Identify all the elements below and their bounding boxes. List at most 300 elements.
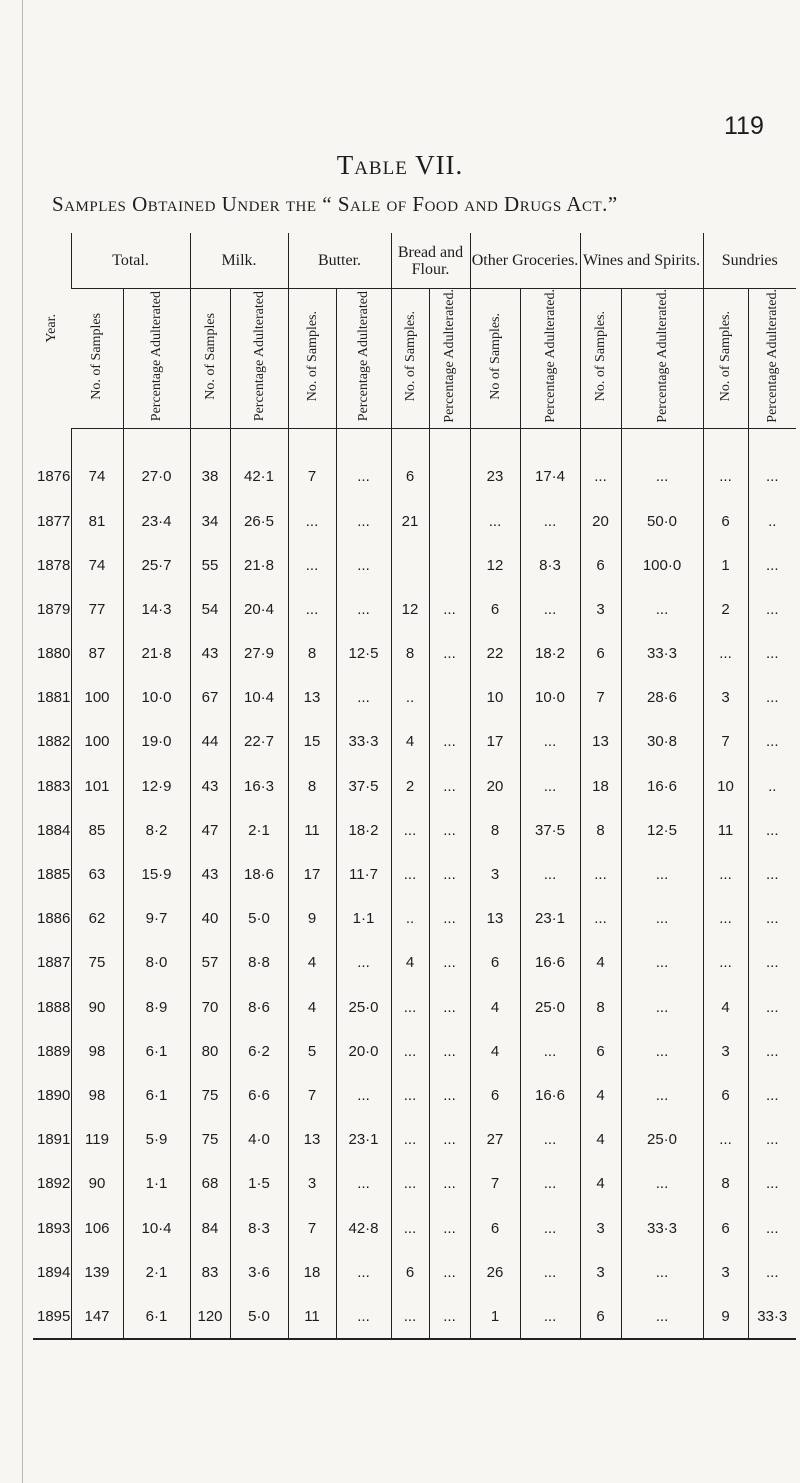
table-cell: 84: [190, 1206, 230, 1250]
table-cell: 2: [703, 587, 748, 631]
table-cell: 6·1: [123, 1294, 190, 1339]
subheader-no-of-samples: No. of Samples: [190, 289, 230, 429]
table-cell: 70: [190, 985, 230, 1029]
table-cell: 100·0: [621, 543, 703, 587]
table-cell: 4: [580, 1118, 621, 1162]
table-cell: [429, 499, 470, 543]
table-cell: 7: [703, 720, 748, 764]
table-cell: 98: [71, 1029, 123, 1073]
table-cell: ...: [703, 631, 748, 675]
table-cell: 23·1: [336, 1118, 391, 1162]
table-row: [33, 587, 796, 631]
year-cell: 1886: [37, 910, 71, 928]
table-cell: ...: [336, 676, 391, 720]
table-cell: [429, 543, 470, 587]
table-cell: 33·3: [621, 1206, 703, 1250]
table-cell: 42·8: [336, 1206, 391, 1250]
table-cell: 13: [470, 897, 520, 941]
table-cell: 11·7: [336, 852, 391, 896]
table-cell: ...: [748, 1073, 796, 1117]
table-cell: ...: [621, 941, 703, 985]
table-cell: 75: [190, 1118, 230, 1162]
table-cell: 6: [470, 1206, 520, 1250]
table-cell: 21: [391, 499, 429, 543]
table-cell: ...: [748, 897, 796, 941]
year-header: Year.: [44, 313, 60, 343]
table-cell: 62: [71, 897, 123, 941]
table-cell: ...: [336, 587, 391, 631]
table-cell: ...: [336, 1250, 391, 1294]
table-cell: 5·0: [230, 1294, 288, 1339]
table-cell: ...: [621, 897, 703, 941]
table-row: [33, 720, 796, 764]
table-cell: ...: [520, 1294, 580, 1339]
table-cell: 10: [470, 676, 520, 720]
table-cell: ...: [391, 985, 429, 1029]
table-cell: 10·4: [123, 1206, 190, 1250]
table-cell: ...: [580, 455, 621, 499]
table-cell: 8·3: [230, 1206, 288, 1250]
subheader-percentage-adulterated: Percentage Adulterated.: [429, 289, 470, 429]
table-cell: 40: [190, 897, 230, 941]
table-row: [33, 1029, 796, 1073]
table-cell: ...: [391, 1029, 429, 1073]
table-cell: 54: [190, 587, 230, 631]
table-cell: 20: [580, 499, 621, 543]
year-cell: 1887: [37, 954, 71, 972]
table-cell: 12: [470, 543, 520, 587]
group-header-sundries: Sundries: [703, 233, 796, 289]
table-cell: ...: [429, 631, 470, 675]
table-cell: 5: [288, 1029, 336, 1073]
table-cell: ...: [621, 1162, 703, 1206]
year-cell: 1894: [37, 1263, 71, 1281]
group-header-row: [33, 233, 796, 289]
year-cell: 1895: [33, 1294, 71, 1339]
subheader-percentage-adulterated: Percentage Adulterated: [336, 289, 391, 429]
table-cell: 6·2: [230, 1029, 288, 1073]
table-cell: 8·2: [123, 808, 190, 852]
table-cell: 4: [470, 1029, 520, 1073]
table-row: [33, 985, 796, 1029]
table-cell: 74: [71, 455, 123, 499]
table-cell: 8: [470, 808, 520, 852]
table-cell: ...: [520, 587, 580, 631]
table-cell: 18: [288, 1250, 336, 1294]
table-cell: 7: [580, 676, 621, 720]
table-cell: ...: [429, 1073, 470, 1117]
table-cell: 23·4: [123, 499, 190, 543]
table-cell: 22·7: [230, 720, 288, 764]
table-cell: 7: [288, 1206, 336, 1250]
group-header-butter: Butter.: [288, 233, 391, 289]
group-header-bread-flour: Bread and Flour.: [391, 233, 470, 289]
group-header-wines-spirits: Wines and Spirits.: [580, 233, 703, 289]
subheader-no-of-samples: No of Samples.: [470, 289, 520, 429]
table-cell: 6·6: [230, 1073, 288, 1117]
table-cell: 63: [71, 852, 123, 896]
table-row: [33, 543, 796, 587]
table-cell: 75: [190, 1073, 230, 1117]
table-row: [33, 852, 796, 896]
table-cell: 6: [580, 1029, 621, 1073]
table-cell: 12·9: [123, 764, 190, 808]
table-body: [33, 428, 796, 1339]
table-cell: 55: [190, 543, 230, 587]
table-cell: 2: [391, 764, 429, 808]
table-cell: 6: [580, 631, 621, 675]
table-cell: 27·9: [230, 631, 288, 675]
table-cell: 90: [71, 1162, 123, 1206]
table-cell: 18·2: [336, 808, 391, 852]
table-row: [33, 1073, 796, 1117]
table-cell: 1·5: [230, 1162, 288, 1206]
table-cell: 3: [703, 1250, 748, 1294]
table-cell: ...: [429, 720, 470, 764]
table-cell: ...: [336, 455, 391, 499]
table-cell: 81: [71, 499, 123, 543]
table-cell: ...: [621, 852, 703, 896]
table-row: [33, 764, 796, 808]
page-binding-edge: [0, 0, 23, 1483]
table-cell: 4: [391, 941, 429, 985]
table-cell: 4: [288, 985, 336, 1029]
table-cell: ...: [621, 455, 703, 499]
table-cell: ..: [748, 764, 796, 808]
table-row: [33, 808, 796, 852]
table-row: [33, 1294, 796, 1339]
table-cell: ...: [288, 543, 336, 587]
table-cell: 13: [580, 720, 621, 764]
table-cell: 18·6: [230, 852, 288, 896]
table-cell: ...: [580, 897, 621, 941]
table-cell: 75: [71, 941, 123, 985]
table-cell: 8·3: [520, 543, 580, 587]
table-cell: [391, 543, 429, 587]
table-cell: 8: [580, 985, 621, 1029]
table-cell: 33·3: [748, 1294, 796, 1339]
table-cell: 8: [703, 1162, 748, 1206]
table-cell: 87: [71, 631, 123, 675]
subheader-percentage-adulterated: Percentage Adulterated.: [621, 289, 703, 429]
table-row: [33, 499, 796, 543]
table-cell: 6·1: [123, 1073, 190, 1117]
table-cell: ..: [391, 676, 429, 720]
table-cell: 6: [470, 1073, 520, 1117]
year-cell: 1881: [37, 689, 71, 707]
table-cell: 9: [288, 897, 336, 941]
table-cell: 8·8: [230, 941, 288, 985]
table-cell: ...: [336, 1162, 391, 1206]
table-row: [33, 941, 796, 985]
table-cell: 38: [190, 455, 230, 499]
table-cell: 10: [703, 764, 748, 808]
table-cell: 12·5: [621, 808, 703, 852]
table-cell: 12: [391, 587, 429, 631]
table-cell: 11: [703, 808, 748, 852]
table-cell: 16·6: [520, 941, 580, 985]
table-cell: 33·3: [336, 720, 391, 764]
table-cell: ...: [748, 1162, 796, 1206]
table-row: [33, 897, 796, 941]
table-cell: 10·4: [230, 676, 288, 720]
table-cell: 1: [703, 543, 748, 587]
table-cell: 20: [470, 764, 520, 808]
table-cell: 11: [288, 808, 336, 852]
table-cell: 98: [71, 1073, 123, 1117]
table-cell: ...: [520, 720, 580, 764]
table-cell: 22: [470, 631, 520, 675]
table-cell: 25·0: [336, 985, 391, 1029]
table-cell: ...: [520, 499, 580, 543]
table-cell: 17: [288, 852, 336, 896]
table-cell: 28·6: [621, 676, 703, 720]
table-cell: 8·6: [230, 985, 288, 1029]
table-cell: ...: [703, 897, 748, 941]
subheader-percentage-adulterated: Percentage Adulterated.: [748, 289, 796, 429]
table-cell: ...: [703, 455, 748, 499]
table-cell: ...: [429, 852, 470, 896]
table-cell: 6: [703, 1073, 748, 1117]
table-cell: ...: [748, 1206, 796, 1250]
table-cell: 6: [470, 941, 520, 985]
table-cell: ...: [429, 1250, 470, 1294]
table-cell: ...: [748, 985, 796, 1029]
table-cell: 17: [470, 720, 520, 764]
subheader-no-of-samples: No. of Samples: [71, 289, 123, 429]
table-cell: 8: [288, 631, 336, 675]
table-cell: 3: [470, 852, 520, 896]
table-cell: ...: [429, 1206, 470, 1250]
table-cell: 19·0: [123, 720, 190, 764]
table-cell: ..: [391, 897, 429, 941]
table-cell: ...: [391, 1206, 429, 1250]
table-cell: 6: [580, 1294, 621, 1339]
table-cell: ...: [748, 1118, 796, 1162]
group-header-total: Total.: [71, 233, 190, 289]
table-cell: ...: [621, 985, 703, 1029]
table-cell: ...: [748, 1029, 796, 1073]
table-cell: 27·0: [123, 455, 190, 499]
table-cell: 100: [71, 676, 123, 720]
table-cell: ...: [429, 587, 470, 631]
table-cell: 37·5: [336, 764, 391, 808]
table-cell: ...: [703, 852, 748, 896]
table-cell: 16·6: [520, 1073, 580, 1117]
table-cell: ...: [748, 808, 796, 852]
table-cell: ...: [429, 985, 470, 1029]
table-cell: 101: [71, 764, 123, 808]
table-cell: 74: [71, 543, 123, 587]
table-cell: 26·5: [230, 499, 288, 543]
table-cell: ...: [520, 1250, 580, 1294]
table-cell: 90: [71, 985, 123, 1029]
table-cell: 5·9: [123, 1118, 190, 1162]
table-cell: 139: [71, 1250, 123, 1294]
table-cell: 25·0: [520, 985, 580, 1029]
header-spacer-row: [33, 428, 796, 455]
subheader-no-of-samples: No. of Samples.: [288, 289, 336, 429]
table-cell: 7: [470, 1162, 520, 1206]
table-cell: ...: [520, 1029, 580, 1073]
table-title: Table VII.: [336, 150, 464, 180]
table-cell: 43: [190, 631, 230, 675]
table-cell: 17·4: [520, 455, 580, 499]
table-cell: 25·0: [621, 1118, 703, 1162]
table-cell: ...: [429, 1118, 470, 1162]
table-cell: ...: [520, 1118, 580, 1162]
subheader-percentage-adulterated: Percentage Adulterated.: [520, 289, 580, 429]
table-row: [33, 631, 796, 675]
table-row: [33, 1250, 796, 1294]
group-header-other-groceries: Other Groceries.: [470, 233, 580, 289]
year-cell: 1883: [37, 777, 71, 795]
table-cell: 6: [580, 543, 621, 587]
table-cell: ...: [391, 1073, 429, 1117]
table-cell: 10·0: [520, 676, 580, 720]
table-cell: 25·7: [123, 543, 190, 587]
table-cell: ...: [391, 1118, 429, 1162]
table-cell: ...: [520, 1162, 580, 1206]
table-cell: ...: [520, 764, 580, 808]
table-cell: 3: [580, 1250, 621, 1294]
table-cell: 14·3: [123, 587, 190, 631]
table-cell: ..: [748, 499, 796, 543]
table-row: [33, 676, 796, 720]
table-cell: 9: [703, 1294, 748, 1339]
year-cell: 1882: [37, 733, 71, 751]
table-cell: 3: [703, 1029, 748, 1073]
table-cell: ...: [429, 1162, 470, 1206]
table-cell: ...: [391, 1162, 429, 1206]
table-cell: 15: [288, 720, 336, 764]
table-cell: 1: [470, 1294, 520, 1339]
table-cell: 8: [288, 764, 336, 808]
table-cell: 3: [580, 587, 621, 631]
year-cell: 1878: [37, 556, 71, 574]
table-cell: 33·3: [621, 631, 703, 675]
table-cell: 7: [288, 455, 336, 499]
table-cell: 6: [470, 587, 520, 631]
table-cell: 57: [190, 941, 230, 985]
table-cell: 68: [190, 1162, 230, 1206]
table-cell: ...: [748, 720, 796, 764]
table-cell: 100: [71, 720, 123, 764]
group-header-milk: Milk.: [190, 233, 288, 289]
table-cell: 23·1: [520, 897, 580, 941]
table-cell: ...: [429, 808, 470, 852]
table-cell: ...: [703, 941, 748, 985]
table-cell: 3: [288, 1162, 336, 1206]
table-cell: ...: [748, 941, 796, 985]
table-cell: ...: [748, 587, 796, 631]
table-cell: 15·9: [123, 852, 190, 896]
table-cell: 13: [288, 676, 336, 720]
table-cell: 21·8: [123, 631, 190, 675]
table-cell: 4·0: [230, 1118, 288, 1162]
table-cell: 34: [190, 499, 230, 543]
year-cell: 1879: [37, 600, 71, 618]
table-cell: 4: [580, 1162, 621, 1206]
table-cell: 9·7: [123, 897, 190, 941]
year-cell: 1885: [37, 866, 71, 883]
table-cell: ...: [336, 941, 391, 985]
table-cell: 8: [580, 808, 621, 852]
table-cell: 106: [71, 1206, 123, 1250]
table-cell: 7: [288, 1073, 336, 1117]
table-cell: 8: [391, 631, 429, 675]
table-cell: 2·1: [230, 808, 288, 852]
page-number: 119: [724, 112, 764, 140]
table-cell: ...: [336, 499, 391, 543]
table-cell: ...: [336, 1294, 391, 1339]
table-cell: 43: [190, 764, 230, 808]
year-cell: 1876: [37, 468, 71, 486]
table-cell: 6: [703, 499, 748, 543]
year-cell: 1891: [37, 1131, 71, 1149]
table-cell: 85: [71, 808, 123, 852]
table-cell: 50·0: [621, 499, 703, 543]
year-cell: 1884: [37, 821, 71, 839]
year-cell: 1890: [37, 1086, 71, 1104]
sub-header-row: [33, 289, 796, 429]
table-cell: ...: [748, 455, 796, 499]
table-cell: 20·0: [336, 1029, 391, 1073]
table-cell: 6·1: [123, 1029, 190, 1073]
table-cell: 30·8: [621, 720, 703, 764]
table-row: [33, 1118, 796, 1162]
table-cell: ...: [621, 1294, 703, 1339]
table-subtitle: Samples Obtained Under the “ Sale of Food and Drugs Act.”: [52, 192, 618, 216]
subheader-percentage-adulterated: Percentage Adulterated: [123, 289, 190, 429]
table-cell: 4: [580, 1073, 621, 1117]
table-cell: 1·1: [123, 1162, 190, 1206]
table-cell: ...: [748, 676, 796, 720]
table-cell: 37·5: [520, 808, 580, 852]
table-cell: 42·1: [230, 455, 288, 499]
table-cell: ...: [391, 852, 429, 896]
table-cell: ...: [429, 1294, 470, 1339]
table-cell: ...: [336, 543, 391, 587]
year-cell: 1888: [37, 998, 71, 1016]
table-cell: ...: [288, 587, 336, 631]
table-cell: ...: [391, 1294, 429, 1339]
table-cell: 13: [288, 1118, 336, 1162]
table-cell: ...: [703, 1118, 748, 1162]
subheader-percentage-adulterated: Percentage Adulterated: [230, 289, 288, 429]
table-cell: 44: [190, 720, 230, 764]
samples-table: [33, 233, 796, 1340]
table-cell: ...: [429, 764, 470, 808]
table-cell: 27: [470, 1118, 520, 1162]
table-cell: 1·1: [336, 897, 391, 941]
table-cell: 80: [190, 1029, 230, 1073]
table-cell: ...: [748, 631, 796, 675]
year-cell: 1892: [37, 1175, 71, 1193]
table-cell: 2·1: [123, 1250, 190, 1294]
table-cell: 20·4: [230, 587, 288, 631]
table-cell: 11: [288, 1294, 336, 1339]
subheader-no-of-samples: No. of Samples.: [391, 289, 429, 429]
table-cell: 8·0: [123, 941, 190, 985]
year-cell: 1880: [37, 645, 71, 663]
table-cell: ...: [429, 941, 470, 985]
table-cell: ...: [748, 1250, 796, 1294]
table-cell: 10·0: [123, 676, 190, 720]
table-cell: 3: [703, 676, 748, 720]
table-cell: ...: [429, 1029, 470, 1073]
table-cell: [429, 455, 470, 499]
